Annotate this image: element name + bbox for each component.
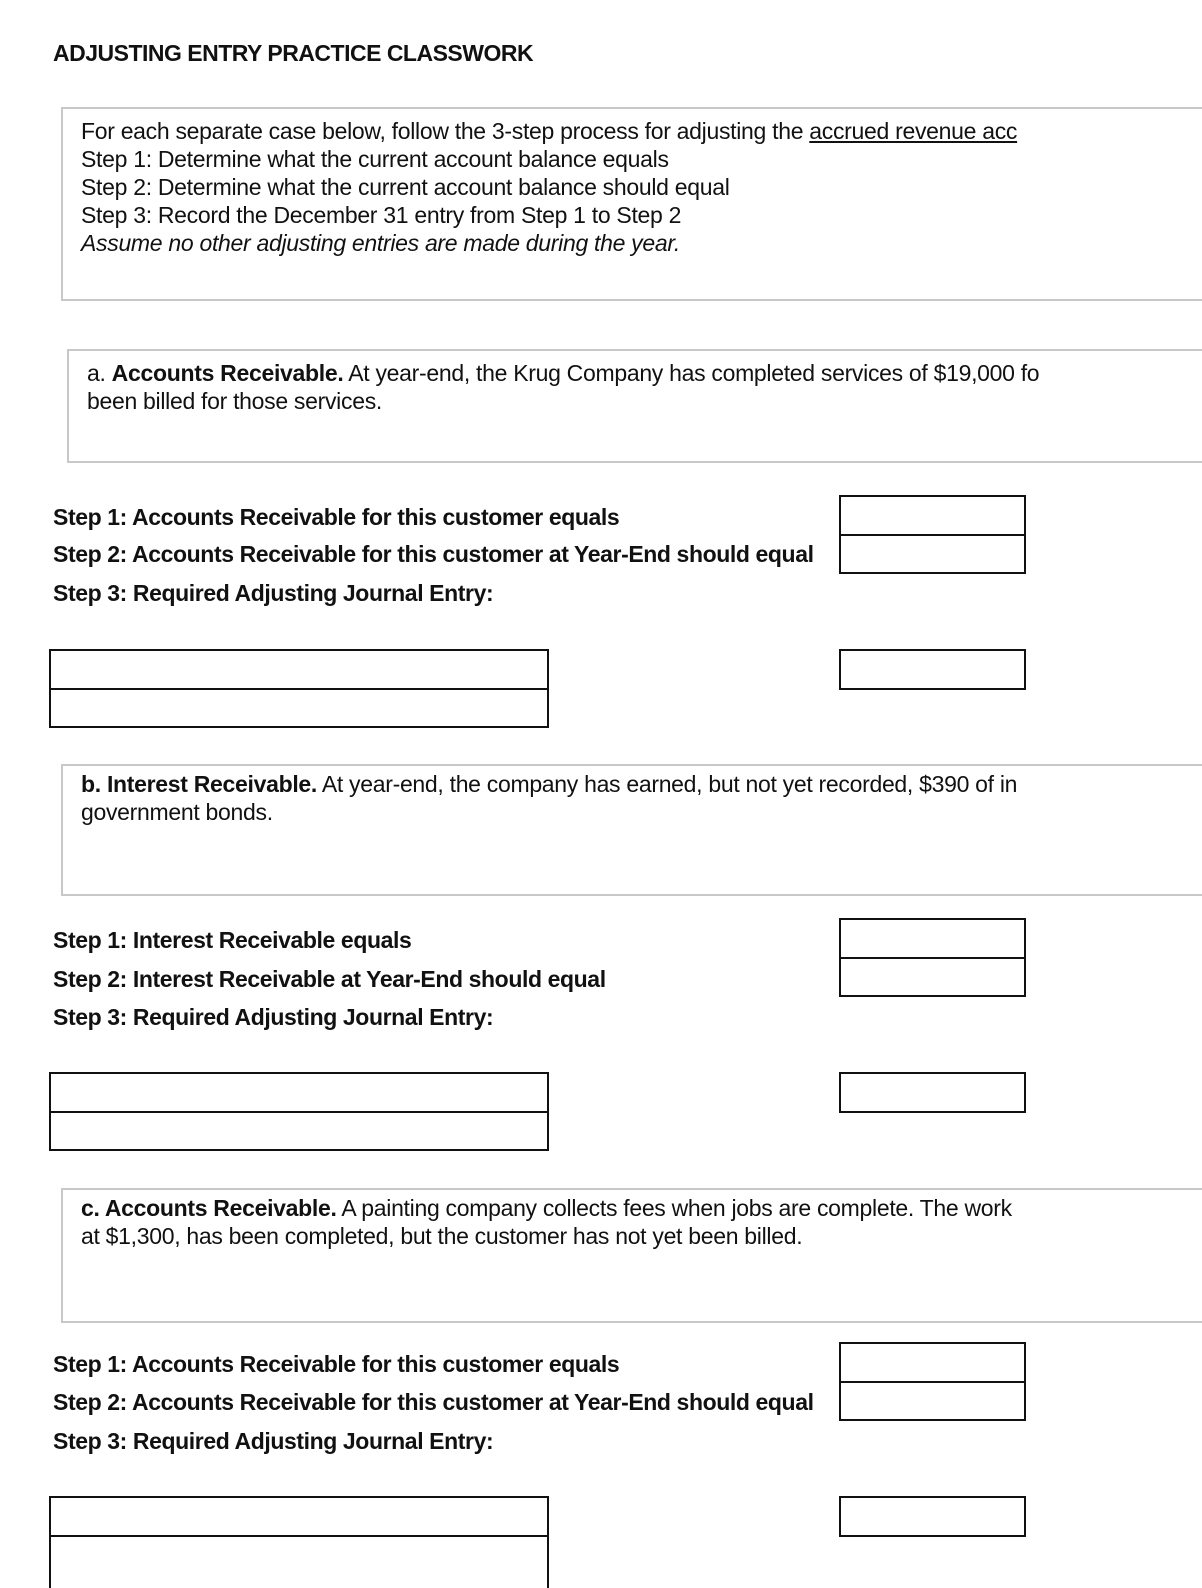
instructions-step-1: Step 1: Determine what the current account balance equals <box>81 146 669 172</box>
case-a-step-2-answer[interactable] <box>839 534 1026 574</box>
case-c-step-2-answer[interactable] <box>839 1381 1026 1421</box>
case-a-step-3: Step 3: Required Adjusting Journal Entry: <box>53 580 494 606</box>
case-c-journal-account-2[interactable] <box>49 1535 549 1588</box>
case-a-line-1 <box>87 359 1039 387</box>
case-c-journal-amount[interactable] <box>839 1496 1026 1537</box>
case-a-line-2: been billed for those services. <box>87 388 382 414</box>
case-b-box <box>61 764 1202 896</box>
case-b-step-3: Step 3: Required Adjusting Journal Entry: <box>53 1004 494 1030</box>
case-label: b. <box>81 771 107 797</box>
case-b-line-2: government bonds. <box>81 799 273 825</box>
case-label: a. <box>87 360 112 386</box>
case-b-journal-account-2[interactable] <box>49 1111 549 1151</box>
case-label: c. <box>81 1195 105 1221</box>
case-heading: Accounts Receivable. <box>111 360 344 386</box>
case-c-line-1 <box>81 1194 1012 1222</box>
case-a-box <box>67 349 1202 463</box>
case-heading: Accounts Receivable. <box>104 1195 337 1221</box>
case-c-line-2: at $1,300, has been completed, but the customer has not yet been billed. <box>81 1223 803 1249</box>
case-b-journal-amount[interactable] <box>839 1072 1026 1113</box>
case-c-box <box>61 1188 1202 1323</box>
accrued-revenue-link: accrued revenue acc <box>809 118 1018 144</box>
instructions-text: For each separate case below, follow the 3-step process for adjusting the <box>81 118 810 144</box>
case-text: At year-end, the company has earned, but not yet recorded, $390 of in <box>317 771 1018 797</box>
case-a-journal-account-1[interactable] <box>49 649 549 690</box>
instructions-step-3: Step 3: Record the December 31 entry from Step 1 to Step 2 <box>81 202 682 228</box>
instructions-step-2: Step 2: Determine what the current account balance should equal <box>81 174 730 200</box>
case-a-step-2: Step 2: Accounts Receivable for this customer at Year-End should equal <box>53 541 814 567</box>
instructions-note: Assume no other adjusting entries are made during the year. <box>81 230 680 256</box>
case-c-step-3: Step 3: Required Adjusting Journal Entry: <box>53 1428 494 1454</box>
case-text: A painting company collects fees when jobs are complete. The work <box>336 1195 1012 1221</box>
case-a-journal-account-2[interactable] <box>49 688 549 728</box>
case-b-step-2-answer[interactable] <box>839 957 1026 997</box>
case-a-journal-amount[interactable] <box>839 649 1026 690</box>
case-heading: Interest Receivable. <box>106 771 317 797</box>
case-b-step-1-answer[interactable] <box>839 918 1026 959</box>
page-title: ADJUSTING ENTRY PRACTICE CLASSWORK <box>53 40 534 66</box>
case-a-step-1-answer[interactable] <box>839 495 1026 536</box>
case-b-step-1: Step 1: Interest Receivable equals <box>53 927 412 953</box>
case-c-step-1-answer[interactable] <box>839 1342 1026 1383</box>
case-c-step-2: Step 2: Accounts Receivable for this customer at Year-End should equal <box>53 1389 814 1415</box>
case-c-journal-account-1[interactable] <box>49 1496 549 1537</box>
case-c-step-1: Step 1: Accounts Receivable for this customer equals <box>53 1351 620 1377</box>
instructions-line <box>81 117 1017 145</box>
case-text: At year-end, the Krug Company has completed services of $19,000 fo <box>343 360 1040 386</box>
case-b-line-1 <box>81 770 1017 798</box>
case-b-step-2: Step 2: Interest Receivable at Year-End should equal <box>53 966 606 992</box>
case-a-step-1: Step 1: Accounts Receivable for this customer equals <box>53 504 620 530</box>
case-b-journal-account-1[interactable] <box>49 1072 549 1113</box>
instructions-box <box>61 107 1202 301</box>
